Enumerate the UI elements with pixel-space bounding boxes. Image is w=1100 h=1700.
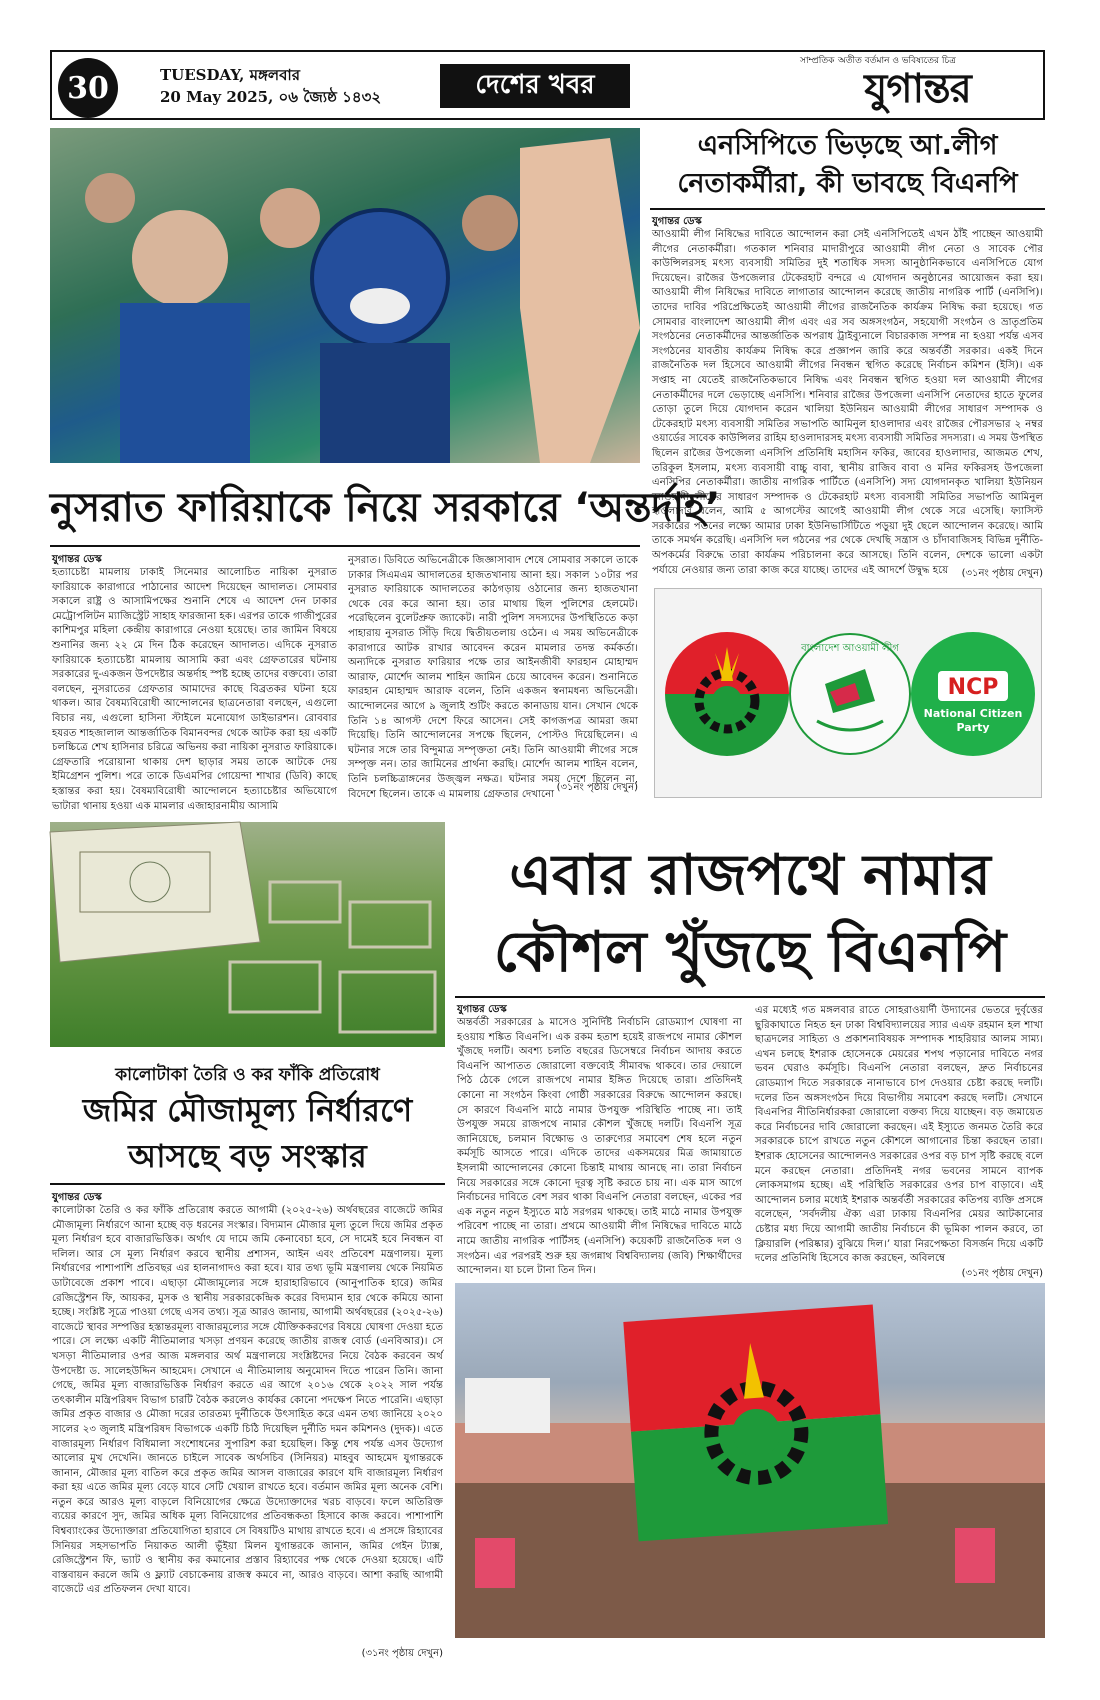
crowd-illustration [50,128,640,463]
party-logos [655,589,1043,799]
rally-illustration [455,1283,1045,1638]
land-kicker: কালোটাকা তৈরি ও কর ফাঁকি প্রতিরোধ [115,1065,380,1085]
ncp-headline-line2: নেতাকর্মীরা, কী ভাবছে বিএনপি [677,168,1018,199]
dateline [160,64,381,108]
land-illustration [50,822,445,1047]
ncp-body: আওয়ামী লীগ নিষিদ্ধের দাবিতে আন্দোলন করা সেই এনসিপিতেই এখন ঠাঁই পাচ্ছেন আওয়ামী লীগের নেতাকর্মীরা। গতকাল শনিবার মাদারীপুরে আওয়ামী লীগ নেতা ও সাবেক পৌর কাউন্সিলরসহ মৎস্য ব্যবসায়ী সমিতির দুই শতাধিক সদস্য আনুষ্ঠানিকভাবে এনসিপিতে যোগ দিয়েছেন। রাজৈর উপজেলার টেকেরহাট বন্দরে এ যোগদান অনুষ্ঠানের আয়োজন করা হয়। আওয়ামী লীগ নিষিদ্ধের দাবিতে লাগাতার আন্দোলন করেছে জাতীয় নাগরিক পার্টি (এনসিপি)। তাদের দাবির পরিপ্রেক্ষিতেই আওয়ামী লীগের রাজনৈতিক কার্যক্রম নিষিদ্ধ করা হয়েছে। গত সোমবার বাংলাদেশ আওয়ামী লীগ এবং এর সব অঙ্গসংগঠন, সহযোগী সংগঠন ও ভ্রাতৃপ্রতিম সংগঠনের নেতাকর্মীদের আন্তর্জাতিক অপরাধ ট্রাইব্যুনালে বিচারকাজ সম্পন্ন না হওয়া পর্যন্ত এসব সংগঠনের যাবতীয় কার্যক্রম নিষিদ্ধ করে প্রজ্ঞাপন জারি করে অন্তর্বর্তী সরকার। একই দিনে রাজনৈতিক দল হিসেবে আওয়ামী লীগের নিবন্ধন স্থগিত করেছে নির্বাচন কমিশন (ইসি)। এক সপ্তাহ না যেতেই রাজনৈতিকভাবে নিষিদ্ধ এবং নিবন্ধন স্থগিত হওয়া দল আওয়ামী লীগের নেতাকর্মীদের দলে ভেড়াচ্ছে এনসিপি। শনিবার রাজৈর উপজেলা এনসিপি নেতাদের হাতে ফুলের তোড়া তুলে দিয়ে যোগদান করেন খালিয়া ইউনিয়ন আওয়ামী লীগের সাধারণ সম্পাদক ও টেকেরহাট মৎস্য ব্যবসায়ী সমিতির সভাপতি আমিনুল হাওলাদার এবং রাজৈর পৌরসভার ২ নম্বর ওয়ার্ডের সাবেক কাউন্সিলর রাহিম হাওলাদারসহ মৎস্য ব্যবসায়ী সমিতির সদস্যরা। এ সময় উপস্থিত ছিলেন রাজৈর উপজেলা এনসিপি প্রতিনিধি মহাসিন ফকির, জাবের হাওলাদার, আজমত শেখ, তরিকুল ইসলাম, মৎস্য ব্যবসায়ী বাচ্চু বাবা, স্থানীয় রাজিব বাবা ও মনির ফকিরসহ উপজেলা এনসিপির নেতাকর্মীরা। জাতীয় নাগরিক পার্টিতে (এনসিপি) সদ্য যোগদানকৃত খালিয়া ইউনিয়ন আওয়ামী লীগের সাধারণ সম্পাদক ও টেকেরহাট মৎস্য ব্যবসায়ী সমিতির সভাপতি আমিনুল হাওলাদার বলেন, আমি ৫ আগস্টের আগেই আওয়ামী লীগ থেকে সরে এসেছি। ফ্যাসিস্ট সরকারের পতনের লক্ষ্যে আমার ঢাকা ইউনিভার্সিটিতে পড়ুয়া দুই ছেলে আন্দোলন করেছে। আমি তাকে সমর্থন করেছি। এনসিপি দল গঠনের পর থেকে দেখছি সন্ত্রাস ও চাঁদাবাজিসহ বিভিন্ন দুর্নীতি-অপকর্মের বিরুদ্ধে তারা কার্যক্রম পরিচালনা করে আসছে। তিনি বলেন, দেশকে ভালো একটা পর্যায়ে নেওয়ার জন্য তারা কাজ করে যাচ্ছে। তাদের এই আদর্শে উদ্বুদ্ধ হয়ে [652,229,1043,576]
paper-tagline: অতীত বর্তমান ও ভবিষ্যতের চিত্র [838,56,956,66]
awami-league-text: বাংলাদেশ আওয়ামী লীগ [801,643,899,654]
nusrat-court-photo [50,128,640,463]
bnp-rally-photo [455,1283,1045,1638]
ncp-byline: যুগান্তর ডেস্ক [652,216,702,227]
land-continued: (৩১নং পৃষ্ঠায় দেখুন) [361,1648,443,1659]
land-rule [50,1183,445,1185]
land-plots-photo [50,822,445,1047]
paper-kicker: সাম্প্রতিক [800,56,835,66]
nusrat-col-1: হত্যাচেষ্টা মামলায় ঢাকাই সিনেমার আলোচিত নায়িকা নুসরাত ফারিয়াকে কারাগারে পাঠানোর আদেশ দিয়েছেন আদালত। সোমবার সকালে রাষ্ট্র ও আসামিপক্ষের শুনানি শেষে এ আদেশ দেন ঢাকার মেট্রোপলিটন ম্যাজিস্ট্রেট সাহাহ ফারজানা হক। এরপর তাকে গাজীপুরের কাশিমপুর মহিলা কেন্দ্রীয় কারাগারে নেওয়া হয়েছে। তার জামিন বিষয়ে শুনানির জন্য ২২ মে দিন ঠিক করেছেন আদালত। এদিকে নুসরাত ফারিয়াকে হত্যাচেষ্টা মামলায় আসামি করা এবং গ্রেফতারের ঘটনায় সরকারের দু-একজন উপদেষ্টার অন্তর্দাহ স্পষ্ট হচ্ছে তাদের বক্তব্যে। তারা বলছেন, নুসরাতের গ্রেফতার আমাদের কাছে বিব্রতকর ঘটনা হয়ে থাকল। আর বৈষম্যবিরোধী আন্দোলনের ছাত্রনেতারা বলছেন, এগুলো বিচার নয়, এগুলো হাসিনা স্টাইলে মনোযোগ ডাইভারশন। রোববার হযরত শাহজালাল আন্তর্জাতিক বিমানবন্দর থেকে আটক করা হয় একটি চলচ্চিত্রে শেখ হাসিনার চরিত্রে অভিনয় করা নায়িকা নুসরাত ফারিয়াকে। গ্রেফতারি পরোয়ানা থাকায় দেশ ছাড়ার সময় তাকে আটকে দেয় ইমিগ্রেশন পুলিশ। পরে তাকে ডিএমপির গোয়েন্দা শাখার (ডিবি) কাছে হস্তান্তর করা হয়। বৈষম্যবিরোধী আন্দোলনে হত্যাচেষ্টার অভিযোগে ভাটারা থানায় হওয়া এক মামলার এজাহারনামীয় আসামি [52,567,337,812]
land-byline: যুগান্তর ডেস্ক [52,1192,102,1203]
dateline-day: TUESDAY, মঙ্গলবার [160,66,301,84]
bnp-col-2: এর মধ্যেই গত মঙ্গলবার রাতে সোহরাওয়ার্দী উদ্যানের ভেতরে দুর্বৃত্তের ছুরিকাঘাতে নিহত হন ঢাকা বিশ্ববিদ্যালয়ের স্যার এএফ রহমান হল শাখা ছাত্রদলের সাহিত্য ও প্রকাশনাবিষয়ক সম্পাদক শাহরিয়ার আলম সাম্য। এখন চলছে ইশরাক হোসেনকে মেয়রের শপথ পড়ানোর দাবিতে নগর ভবন ঘেরাও কর্মসূচি। বিএনপি নেতারা বলছেন, দ্রুত নির্বাচনের রোডম্যাপ দিতে সরকারকে নানাভাবে চাপ দেওয়ার চেষ্টা করছে দলটি। দলের তিন অঙ্গসংগঠন দিয়ে বিভাগীয় সমাবেশ করছে দলটি। সেখানে বিএনপির নীতিনির্ধারকরা জোরালো বক্তব্য দিয়ে যাচ্ছেন। বড় জমায়েত করে নির্বাচনের দাবি জোরালো করছেন। এই ইস্যুতে জনমত তৈরি করে সরকারকে চাপে রাখতে নতুন কৌশলে আগানোর চিন্তা করছেন তারা। ইশরাক হোসেনের আন্দোলনও সরকারের ওপর বড় চাপ সৃষ্টি করছে বলে মনে করছেন নেতারা। প্রতিদিনই নগর ভবনের সামনে ব্যাপক লোকসমাগম হচ্ছে। এই পরিস্থিতি সরকারের ওপর চাপ বাড়াবে। এই আন্দোলন চলার মধ্যেই ইশরাক অন্তর্বর্তী সরকারের কতিপয় ব্যক্তি প্রসঙ্গে বলেছেন, ‘সর্বদলীয় ঐক্য এরা ঢাকায় বিএনপির মেয়র আটকানোর চেষ্টার মধ্য দিয়ে আগামী জাতীয় নির্বাচনে কী ভূমিকা পালন করবে, তা ক্লিয়ারলি (পরিষ্কার) বুঝিয়ে দিল।’ যারা নিরপেক্ষতা বিসর্জন দিয়ে একটি দলের প্রতিনিধি হিসেবে কাজ করছেন, অবিলম্বে [755,1005,1043,1265]
section-title: দেশের খবর [440,64,630,108]
nusrat-headline: নুসরাত ফারিয়াকে নিয়ে সরকারে ‘অন্তর্দাহ’ [50,485,721,531]
land-headline-line2: আসছে বড় সংস্কার [128,1137,367,1175]
ncp-continued: (৩১নং পৃষ্ঠায় দেখুন) [961,568,1043,579]
bnp-headline-line2: কৌশল খুঁজছে বিএনপি [493,920,1007,985]
ncp-name-line2: Party [956,721,990,734]
bnp-continued: (৩১নং পৃষ্ঠায় দেখুন) [961,1268,1043,1279]
nusrat-col-2: নুসরাত। ডিবিতে অভিনেত্রীকে জিজ্ঞাসাবাদ শেষে সোমবার সকালে তাকে ঢাকার সিএমএম আদালতের হাজতখানায় আনা হয়। সকাল ১০টার পর নুসরাত ফারিয়াকে আদালতের কাঠগড়ায় ওঠানোর জন্য হাজতখানা থেকে বের করে আনা হয়। তার মাথায় ছিল পুলিশের হেলমেট। পরেছিলেন বুলেটপ্রুফ জ্যাকেট। নারী পুলিশ সদস্যদের উপস্থিতিতে কড়া পাহারায় নুসরাত সিঁড়ি দিয়ে দ্বিতীয়তলায় ওঠেন। এ সময় অভিনেত্রীকে কারাগারে আটক রাখার আবেদন করেন মামলার তদন্ত কর্মকর্তা। অন্যদিকে নুসরাত ফারিয়ার পক্ষে তার আইনজীবী ফারহান মোহাম্মদ আরাফ, মোর্শেদ আলম শাহিন জামিন চেয়ে আবেদন করেন। শুনানিতে ফারহান মোহাম্মদ আরাফ বলেন, তিনি একজন স্বনামধন্য অভিনেত্রী। আন্দোলনের আগে ৯ জুলাই শুটিং করতে কানাডায় যান। সেখান থেকে তিনি ১৪ আগস্ট দেশে ফিরে আসেন। সেই কাগজপত্র আমরা জমা দিয়েছি। তিনি আন্দোলনের সপক্ষে ছিলেন, পোস্টও দিয়েছিলেন। এ ঘটনার সঙ্গে তার বিন্দুমাত্র সম্পৃক্ততা নেই। তিনি আওয়ামী লীগের সঙ্গে সম্পৃক্ত নন। তার জামিনের প্রার্থনা করছি। মোর্শেদ আলম শাহিন বলেন, তিনি চলচ্চিত্রাঙ্গনের উজ্জ্বল নক্ষত্র। ঘটনার সময় দেশে ছিলেন না, বিদেশে ছিলেন। তাকে এ মামলায় গ্রেফতার দেখানো [348,555,638,800]
land-body: কালোটাকা তৈরি ও কর ফাঁকি প্রতিরোধ করতে আগামী (২০২৫-২৬) অর্থবছরের বাজেটে জমির মৌজামূল্য নির্ধারণে আনা হচ্ছে বড় ধরনের সংস্কার। বিদ্যমান মৌজার মূল্য তুলে দিয়ে জমির প্রকৃত মূল্য নির্ধারণ হবে বাজারভিত্তিক। অর্থাৎ যে দামে জমি কেনাবেচা হবে, সে দামেই হবে নিবন্ধন বা দলিল। আর সে মূল্য নির্ধারণ করবে স্থানীয় প্রশাসন, আইন এবং প্রতিবেশ মন্ত্রণালয়। মূল্য নির্ধারণের পাশাপাশি প্রতিবছর এর হালনাগাদও করা হবে। যার তথ্য ভূমি মন্ত্রণালয় থেকে নিয়মিত ডাটাবেজে প্রকাশ পাবে। এছাড়া মৌজামূল্যের সঙ্গে হারাহারিভাবে (আনুপাতিক হারে) জমির রেজিস্ট্রেশন ফি, আয়কর, মুসক ও স্থানীয় সরকারকেন্দ্রিক করের বিদ্যমান হার থেকে কমিয়ে আনা হচ্ছে। সংশ্লিষ্ট সূত্রে পাওয়া গেছে এসব তথ্য। সূত্র আরও জানায়, আগামী অর্থবছরের (২০২৫-২৬) বাজেটে স্থাবর সম্পত্তির হস্তান্তরমূল্য বাজারমূল্যের সঙ্গে যৌক্তিককরণের বিষয়ে ঘোষণা দেওয়া হতে পারে। সে লক্ষ্যে একটি নীতিমালার খসড়া প্রণয়ন করেছে জাতীয় রাজস্ব বোর্ড (এনবিআর)। সে খসড়া নীতিমালার ওপর আজ মঙ্গলবার অর্থ মন্ত্রণালয়ে সংশ্লিষ্টদের নিয়ে বৈঠক করবেন অর্থ উপদেষ্টা ড. সালেহউদ্দিন আহমেদ। সেখানে এ নীতিমালায় অনুমোদন দিতে পারেন তিনি। জানা গেছে, জমির মূল্য বাজারভিত্তিক নির্ধারণ করতে এর আগে ২০১৬ থেকে ২০২২ সাল পর্যন্ত তৎকালীন মন্ত্রিপরিষদ বিভাগ চারটি বৈঠক করলেও কার্যকর কোনো পদক্ষেপ নিতে পারেনি। এছাড়া জমির প্রকৃত বাজার ও মৌজা দরের তারতম্য দুর্নীতিকে উৎসাহিত করে এমন তথ্য জানিয়ে ২০২০ সালের ২৩ জুলাই মন্ত্রিপরিষদ বিভাগকে একটি চিঠি দিয়েছিল দুর্নীতি দমন কমিশনও (দুদক)। এতে বাজারমূল্য নির্ধারণ বিধিমালা সংশোধনের সুপারিশ করা হয়েছিল। কিন্তু শেষ পর্যন্ত এসব উদ্যোগ আলোর মুখ দেখেনি। জানতে চাইলে সাবেক অর্থসচিব (সিনিয়র) মাহবুব আহমেদ যুগান্তরকে জানান, মৌজার মূল্য বাতিল করে প্রকৃত জমির আসল বাজারের কারণে যদি বাজারমূল্য নির্ধারণ করা হয় এতে জমির মূল্য বেড়ে যাবে সেটি খেয়াল রাখতে হবে। বর্তমান জমির মূল্য অনেক বেশি। নতুন করে আরও মূল্য বাড়লে বিনিয়োগের ক্ষেত্রে উদ্যোক্তাদের খরচ বাড়বে। ফলে অতিরিক্ত ব্যয়ের কারণে সুদ, জমির অধিক মূল্য বিনিয়োগের প্রতিবন্ধকতা হিসাবে কাজ করবে। পাশাপাশি বিশ্বব্যাংকের উদ্যোক্তারা প্রতিযোগিতা হারাবে সে বিষয়টিও মাথায় রাখতে হবে। এ প্রসঙ্গে রিহ্যাবের সিনিয়র সহসভাপতি নিয়াকত আলী ভূঁইয়া মিলন যুগান্তরকে জানান, জমির গেইন ট্যাক্স, রেজিস্ট্রেশন ফি, ভ্যাট ও স্থানীয় কর কমানোর প্রস্তাব রিহ্যাবের পক্ষ থেকে দেওয়া হয়েছে। এটি বাস্তবায়ন করলে জমি ও ফ্ল্যাট বেচাকেনায় রাজস্ব কমবে না, আরও বাড়বে। আশা করছি আগামী বাজেটে এর প্রতিফলন দেখা যাবে। [52,1205,443,1596]
nusrat-continued: (৩১নং পৃষ্ঠায় দেখুন) [556,782,638,793]
bnp-headline-line1: এবার রাজপথে নামার [509,843,991,908]
bnp-logo [665,632,789,756]
nusrat-byline: যুগান্তর ডেস্ক [52,554,102,565]
nusrat-rule [50,545,640,547]
party-logos-panel [654,588,1042,798]
bnp-col-1: অন্তর্বর্তী সরকারের ৯ মাসেও সুনির্দিষ্ট নির্বাচনি রোডম্যাপ ঘোষণা না হওয়ায় শঙ্কিত বিএনপি। এক রকম হতাশ হয়েই রাজপথে নামার কৌশল খুঁজছে দলটি। অবশ্য চলতি বছরের ডিসেম্বরে নির্বাচন আদায় করতে বিএনপি আপাতত জোরালো বক্তব্যেই সীমাবদ্ধ থাকবে। তার দেয়ালে পিঠ ঠেকে গেলে রাজপথে নামার ইঙ্গিত দিয়েছে তারা। প্রতিদিনই কোনো না সংগঠন কিংবা গোষ্ঠী সরকারের বিরুদ্ধে আন্দোলন করছে। সে কারণে বিএনপি মাঠে নামার উপযুক্ত পরিস্থিতি পাচ্ছে না। তাই উপযুক্ত সময়ে রাজপথে নামার কৌশল খুঁজছে দলটি। বিএনপি সূত্র জানিয়েছে, চলমান বিক্ষোভ ও তারুণ্যের সমাবেশ শেষ হলে নতুন কর্মসূচি আসতে পারে। এদিকে তাদের একসময়ের মিত্র জামায়াতে ইসলামী আন্দোলনের কোনো চিন্তাই মাথায় আনছে না। তারা নির্বাচন নিয়ে সরকারের সঙ্গে কোনো দূরত্ব সৃষ্টি করতে চায় না। এক মাস আগে নির্বাচনের দাবিতে বেশ সরব থাকা বিএনপি নেতারা বলছেন, একের পর এক নতুন নতুন ইস্যুতে মাঠ সরগরম থাকছে। তাই মাঠে নামার উপযুক্ত পরিবেশ পাচ্ছে না তারা। প্রথমে আওয়ামী লীগ নিষিদ্ধের দাবিতে মাঠে নামে জাতীয় নাগরিক পার্টিসহ (এনসিপি) কয়েকটি রাজনৈতিক দল ও সংগঠন। এর পরপরই শুরু হয় জগন্নাথ বিশ্ববিদ্যালয় (জবি) শিক্ষার্থীদের আন্দোলন। যা চলে টানা তিন দিন। [457,1017,742,1277]
land-headline-line1: জমির মৌজামূল্য নির্ধারণে [82,1091,413,1129]
bnp-rule [455,996,1045,998]
ncp-rule [650,208,1045,210]
ncp-name-line1: National Citizen [923,707,1023,720]
newspaper-logo: যুগান্তর [864,64,971,112]
ncp-abbr: NCP [947,675,999,700]
bnp-byline: যুগান্তর ডেস্ক [457,1004,507,1015]
dateline-date: 20 May 2025, ০৬ জ্যৈষ্ঠ ১৪৩২ [160,88,382,106]
ncp-headline-line1: এনসিপিতে ভিড়ছে আ.লীগ [697,130,998,161]
page-number: 30 [58,58,118,118]
